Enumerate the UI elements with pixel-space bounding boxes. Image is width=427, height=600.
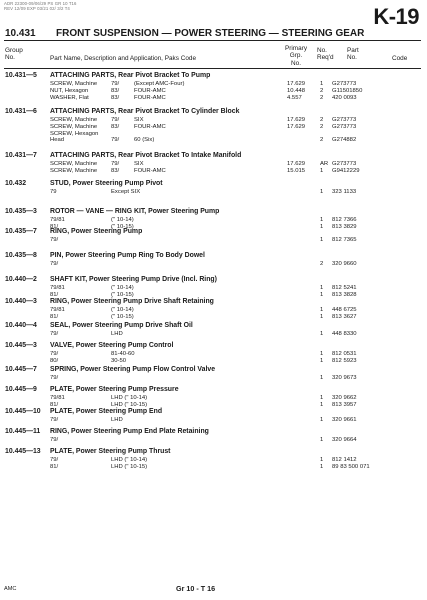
entry-detail-row [0,395,427,402]
detail-application: LHD (" 10-15) [111,401,148,408]
detail-part-number: 320 9664 [332,437,357,443]
detail-part-number: 323 1133 [332,189,357,195]
entry-heading [0,342,427,351]
entry-detail-row [0,285,427,292]
detail-application: 83/ [111,123,120,130]
parts-list [0,72,427,572]
detail-application: LHD (" 10-14) [111,457,148,463]
detail-primary-group: 17.629 [287,123,306,130]
detail-application-note: FOUR-AMC [134,123,166,130]
entry-group-number: 10.440—4 [5,322,37,329]
detail-part-number: G9412229 [332,167,360,174]
detail-application: 83/ [111,87,120,94]
detail-application: 79/ [111,117,120,123]
parts-entry [0,228,427,244]
detail-quantity: 1 [320,401,324,408]
detail-quantity: 1 [320,357,324,364]
entry-part-title: STUD, Power Steering Pump Pivot [50,180,163,187]
detail-primary-group: 10.448 [287,87,306,94]
detail-application: LHD (" 10-15) [111,463,148,470]
detail-quantity: 1 [320,237,324,243]
parts-entry [0,180,427,196]
entry-part-title: PLATE, Power Steering Pump Thrust [50,448,171,455]
detail-description: 81/ [50,463,59,470]
col-header-code: Code [392,55,408,62]
entry-heading [0,228,427,237]
detail-description: 79/ [50,437,59,443]
entry-group-number: 10.431—6 [5,108,37,115]
detail-quantity: 1 [320,463,324,470]
detail-description: 79/81 [50,217,65,223]
entry-detail-row [0,237,427,244]
entry-heading [0,386,427,395]
detail-part-number: G273773 [332,123,357,130]
footer-brand: AMC [4,586,17,592]
detail-description: SCREW, Machine [50,81,98,87]
parts-entry [0,342,427,365]
detail-application: (" 10-14) [111,307,134,313]
detail-description: 79/81 [50,395,65,401]
detail-description: 79/ [50,331,59,337]
entry-group-number: 10.435—3 [5,208,37,215]
detail-description: 79/ [50,375,59,381]
col-header-primary-line-2: Grp. [289,52,303,60]
entry-part-title: RING, Power Steering Pump [50,228,143,235]
detail-quantity: 1 [320,375,324,381]
entry-detail-row [0,131,427,138]
entry-part-title: VALVE, Power Steering Pump Control [50,342,174,349]
detail-part-number: 812 5923 [332,357,357,364]
parts-entry [0,322,427,338]
detail-part-number: 89 83 500 071 [332,463,370,470]
detail-description: 79/ [50,261,59,267]
col-header-primary-grp-no [285,45,307,67]
detail-part-number: G273773 [332,161,357,167]
detail-application-note: (Except AMC-Four) [134,81,185,87]
parts-entry [0,72,427,101]
parts-entry [0,276,427,299]
entry-detail-row [0,137,427,144]
detail-application-note: FOUR-AMC [134,167,166,174]
detail-part-number: G11501850 [332,87,363,94]
detail-application: (" 10-15) [111,223,134,230]
detail-part-number: 813 3828 [332,291,357,298]
entry-group-number: 10.445—11 [5,428,41,435]
detail-primary-group: 17.629 [287,161,306,167]
detail-quantity: 1 [320,189,324,195]
detail-quantity: 1 [320,351,324,357]
entry-part-title: ATTACHING PARTS, Rear Pivot Bracket To Pump [50,72,211,79]
entry-part-title: SPRING, Power Steering Pump Flow Control Valve [50,366,216,373]
entry-group-number: 10.445—3 [5,342,37,349]
detail-description: 81/ [50,291,59,298]
detail-part-number: 320 9673 [332,375,357,381]
detail-application: 79/ [111,137,120,144]
detail-quantity: 2 [320,261,324,267]
detail-description: 81/ [50,223,59,230]
detail-description: 79/81 [50,285,65,291]
entry-group-number: 10.431—7 [5,152,37,159]
detail-application-note: SIX [134,161,144,167]
col-header-no-reqd [317,47,334,62]
detail-part-number: 813 3829 [332,223,357,230]
entry-detail-row [0,331,427,338]
detail-description: NUT, Hexagon [50,87,89,94]
detail-application-note: SIX [134,117,144,123]
entry-heading [0,428,427,437]
detail-part-number: G274882 [332,137,357,144]
detail-quantity: AR [320,161,329,167]
detail-quantity: 1 [320,223,324,230]
entry-detail-row [0,117,427,124]
detail-part-number: 812 7365 [332,237,357,243]
detail-quantity: 1 [320,307,324,313]
entry-heading [0,408,427,417]
detail-quantity: 1 [320,167,324,174]
detail-quantity: 2 [320,87,324,94]
col-header-part-no-line-1: Part [347,47,359,54]
parts-entry [0,386,427,409]
detail-quantity: 1 [320,285,324,291]
entry-heading [0,298,427,307]
detail-quantity: 1 [320,395,324,401]
entry-part-title: RING, Power Steering Pump End Plate Retaining [50,428,209,435]
detail-description: 79/ [50,417,59,423]
detail-part-number: 813 3627 [332,313,357,320]
print-info [4,1,77,12]
entry-detail-row [0,189,427,196]
group-code: 10.431 [5,28,36,39]
detail-part-number: G273773 [332,81,357,87]
col-header-no-reqd-line-1: No. [317,47,327,54]
parts-entry [0,108,427,144]
entry-group-number: 10.435—8 [5,252,37,259]
detail-description: 80/ [50,357,59,364]
detail-application-note: 60 (Six) [134,137,155,144]
entry-detail-row [0,81,427,88]
detail-application: 79/ [111,161,120,167]
detail-description: 79/ [50,457,59,463]
detail-description: SCREW, Machine [50,117,98,123]
detail-description: WASHER, Flat [50,94,89,101]
entry-group-number: 10.445—13 [5,448,41,455]
detail-application: LHD (" 10-14) [111,395,148,401]
entry-detail-row [0,88,427,95]
detail-quantity: 1 [320,313,324,320]
entry-heading [0,108,427,117]
entry-detail-row [0,358,427,365]
parts-entry [0,152,427,175]
entry-group-number: 10.445—7 [5,366,37,373]
detail-part-number: 448 6725 [332,307,357,313]
detail-quantity: 1 [320,81,324,87]
entry-detail-row [0,261,427,268]
detail-description: 79 [50,189,57,195]
detail-primary-group: 15.015 [287,167,306,174]
detail-part-number: G273773 [332,117,357,123]
entry-part-title: PLATE, Power Steering Pump Pressure [50,386,179,393]
parts-entry [0,408,427,424]
entry-detail-row [0,168,427,175]
col-header-part-name: Part Name, Description and Application, Paks Code [50,55,196,62]
entry-part-title: PLATE, Power Steering Pump End [50,408,163,415]
detail-application: 83/ [111,94,120,101]
entry-group-number: 10.431—5 [5,72,37,79]
detail-application: 30-50 [111,357,127,364]
column-header-rule [4,68,421,69]
col-header-part-no [347,47,359,62]
detail-description: 79/81 [50,307,65,313]
detail-application: 83/ [111,167,120,174]
detail-description: 81/ [50,401,59,408]
detail-part-number: 448 8330 [332,331,357,337]
entry-group-number: 10.445—10 [5,408,41,415]
detail-quantity: 1 [320,291,324,298]
detail-description: SCREW, Machine [50,167,98,174]
entry-group-number: 10.440—3 [5,298,37,305]
detail-primary-group: 17.629 [287,81,306,87]
entry-detail-row [0,375,427,382]
entry-detail-row [0,437,427,444]
detail-quantity: 1 [320,457,324,463]
detail-description: 79/ [50,237,59,243]
detail-application: LHD [111,331,123,337]
entry-group-number: 10.432 [5,180,27,187]
entry-heading [0,448,427,457]
col-header-part-no-line-2: No. [347,54,357,62]
detail-quantity: 1 [320,331,324,337]
detail-part-number: 320 9660 [332,261,357,267]
detail-application: 81-40-60 [111,351,135,357]
parts-entry [0,448,427,471]
detail-application: LHD [111,417,123,423]
entry-heading [0,180,427,189]
detail-part-number: 813 3957 [332,401,357,408]
parts-entry [0,428,427,444]
detail-application: (" 10-15) [111,313,134,320]
detail-quantity: 1 [320,217,324,223]
detail-part-number: 812 1412 [332,457,357,463]
entry-group-number: 10.445—9 [5,386,37,393]
entry-detail-row [0,217,427,224]
col-header-group-no-line-1: Group [5,47,23,54]
entry-part-title: RING, Power Steering Pump Drive Shaft Retaining [50,298,214,305]
detail-quantity: 2 [320,137,324,144]
detail-quantity: 1 [320,437,324,443]
entry-group-number: 10.440—2 [5,276,37,283]
detail-description: 81/ [50,313,59,320]
entry-heading [0,72,427,81]
entry-part-title: PIN, Power Steering Pump Ring To Body Dowel [50,252,205,259]
entry-heading [0,152,427,161]
detail-description: Head [50,137,65,144]
print-info-line-2: REV 12/09 EXP 03/21 02/ 3/2 T4 [4,6,70,12]
detail-description: SCREW, Machine [50,161,98,167]
detail-quantity: 2 [320,123,324,130]
entry-heading [0,276,427,285]
entry-part-title: ATTACHING PARTS, Rear Pivot Bracket To Intake Manifold [50,152,242,159]
entry-part-title: SEAL, Power Steering Pump Drive Shaft Oil [50,322,193,329]
col-header-group-no-line-2: No. [5,54,15,62]
entry-detail-row [0,95,427,102]
detail-application: (" 10-14) [111,285,134,291]
page-title: FRONT SUSPENSION — POWER STEERING — STEERING GEAR [56,28,365,39]
detail-primary-group: 17.629 [287,117,306,123]
entry-detail-row [0,124,427,131]
detail-part-number: 812 5241 [332,285,357,291]
detail-part-number: 320 9662 [332,395,357,401]
entry-heading [0,366,427,375]
detail-application: (" 10-15) [111,291,134,298]
detail-part-number: 420 0093 [332,94,357,101]
entry-group-number: 10.435—7 [5,228,37,235]
entry-heading [0,252,427,261]
entry-part-title: ROTOR — VANE — RING KIT, Power Steering Pump [50,208,220,215]
footer-page-ref: Gr 10 - T 16 [176,584,216,593]
detail-application: (" 10-14) [111,217,134,223]
parts-entry [0,366,427,382]
detail-primary-group: 4.557 [287,94,302,101]
entry-part-title: ATTACHING PARTS, Rear Pivot Bracket To Cylinder Block [50,108,240,115]
detail-part-number: 320 9661 [332,417,357,423]
detail-description: SCREW, Machine [50,123,98,130]
detail-description: 79/ [50,351,59,357]
entry-heading [0,322,427,331]
detail-quantity: 2 [320,117,324,123]
entry-detail-row [0,161,427,168]
col-header-primary-line-3: No. [291,59,301,67]
entry-detail-row [0,457,427,464]
print-info-line-1: ADR 22300-09/06/29 PS GR 10 T16 [4,1,77,6]
parts-entry [0,298,427,321]
header-rule [4,40,421,41]
entry-part-title: SHAFT KIT, Power Steering Pump Drive (Incl. Ring) [50,276,217,283]
entry-heading [0,208,427,217]
detail-application: Except SIX [111,189,141,195]
detail-part-number: 812 0531 [332,351,357,357]
page-id: K-19 [373,4,419,29]
col-header-primary-line-1: Primary [285,45,308,52]
entry-detail-row [0,307,427,314]
entry-detail-row [0,464,427,471]
col-header-no-reqd-line-2: Req'd [317,54,334,62]
entry-detail-row [0,314,427,321]
detail-application-note: FOUR-AMC [134,87,166,94]
detail-quantity: 2 [320,94,324,101]
detail-application-note: FOUR-AMC [134,94,166,101]
detail-description: SCREW, Hexagon [50,130,99,137]
detail-quantity: 1 [320,417,324,423]
parts-entry [0,252,427,268]
entry-detail-row [0,417,427,424]
entry-detail-row [0,351,427,358]
detail-application: 79/ [111,81,120,87]
detail-part-number: 812 7366 [332,217,357,223]
col-header-group-no [5,47,23,62]
